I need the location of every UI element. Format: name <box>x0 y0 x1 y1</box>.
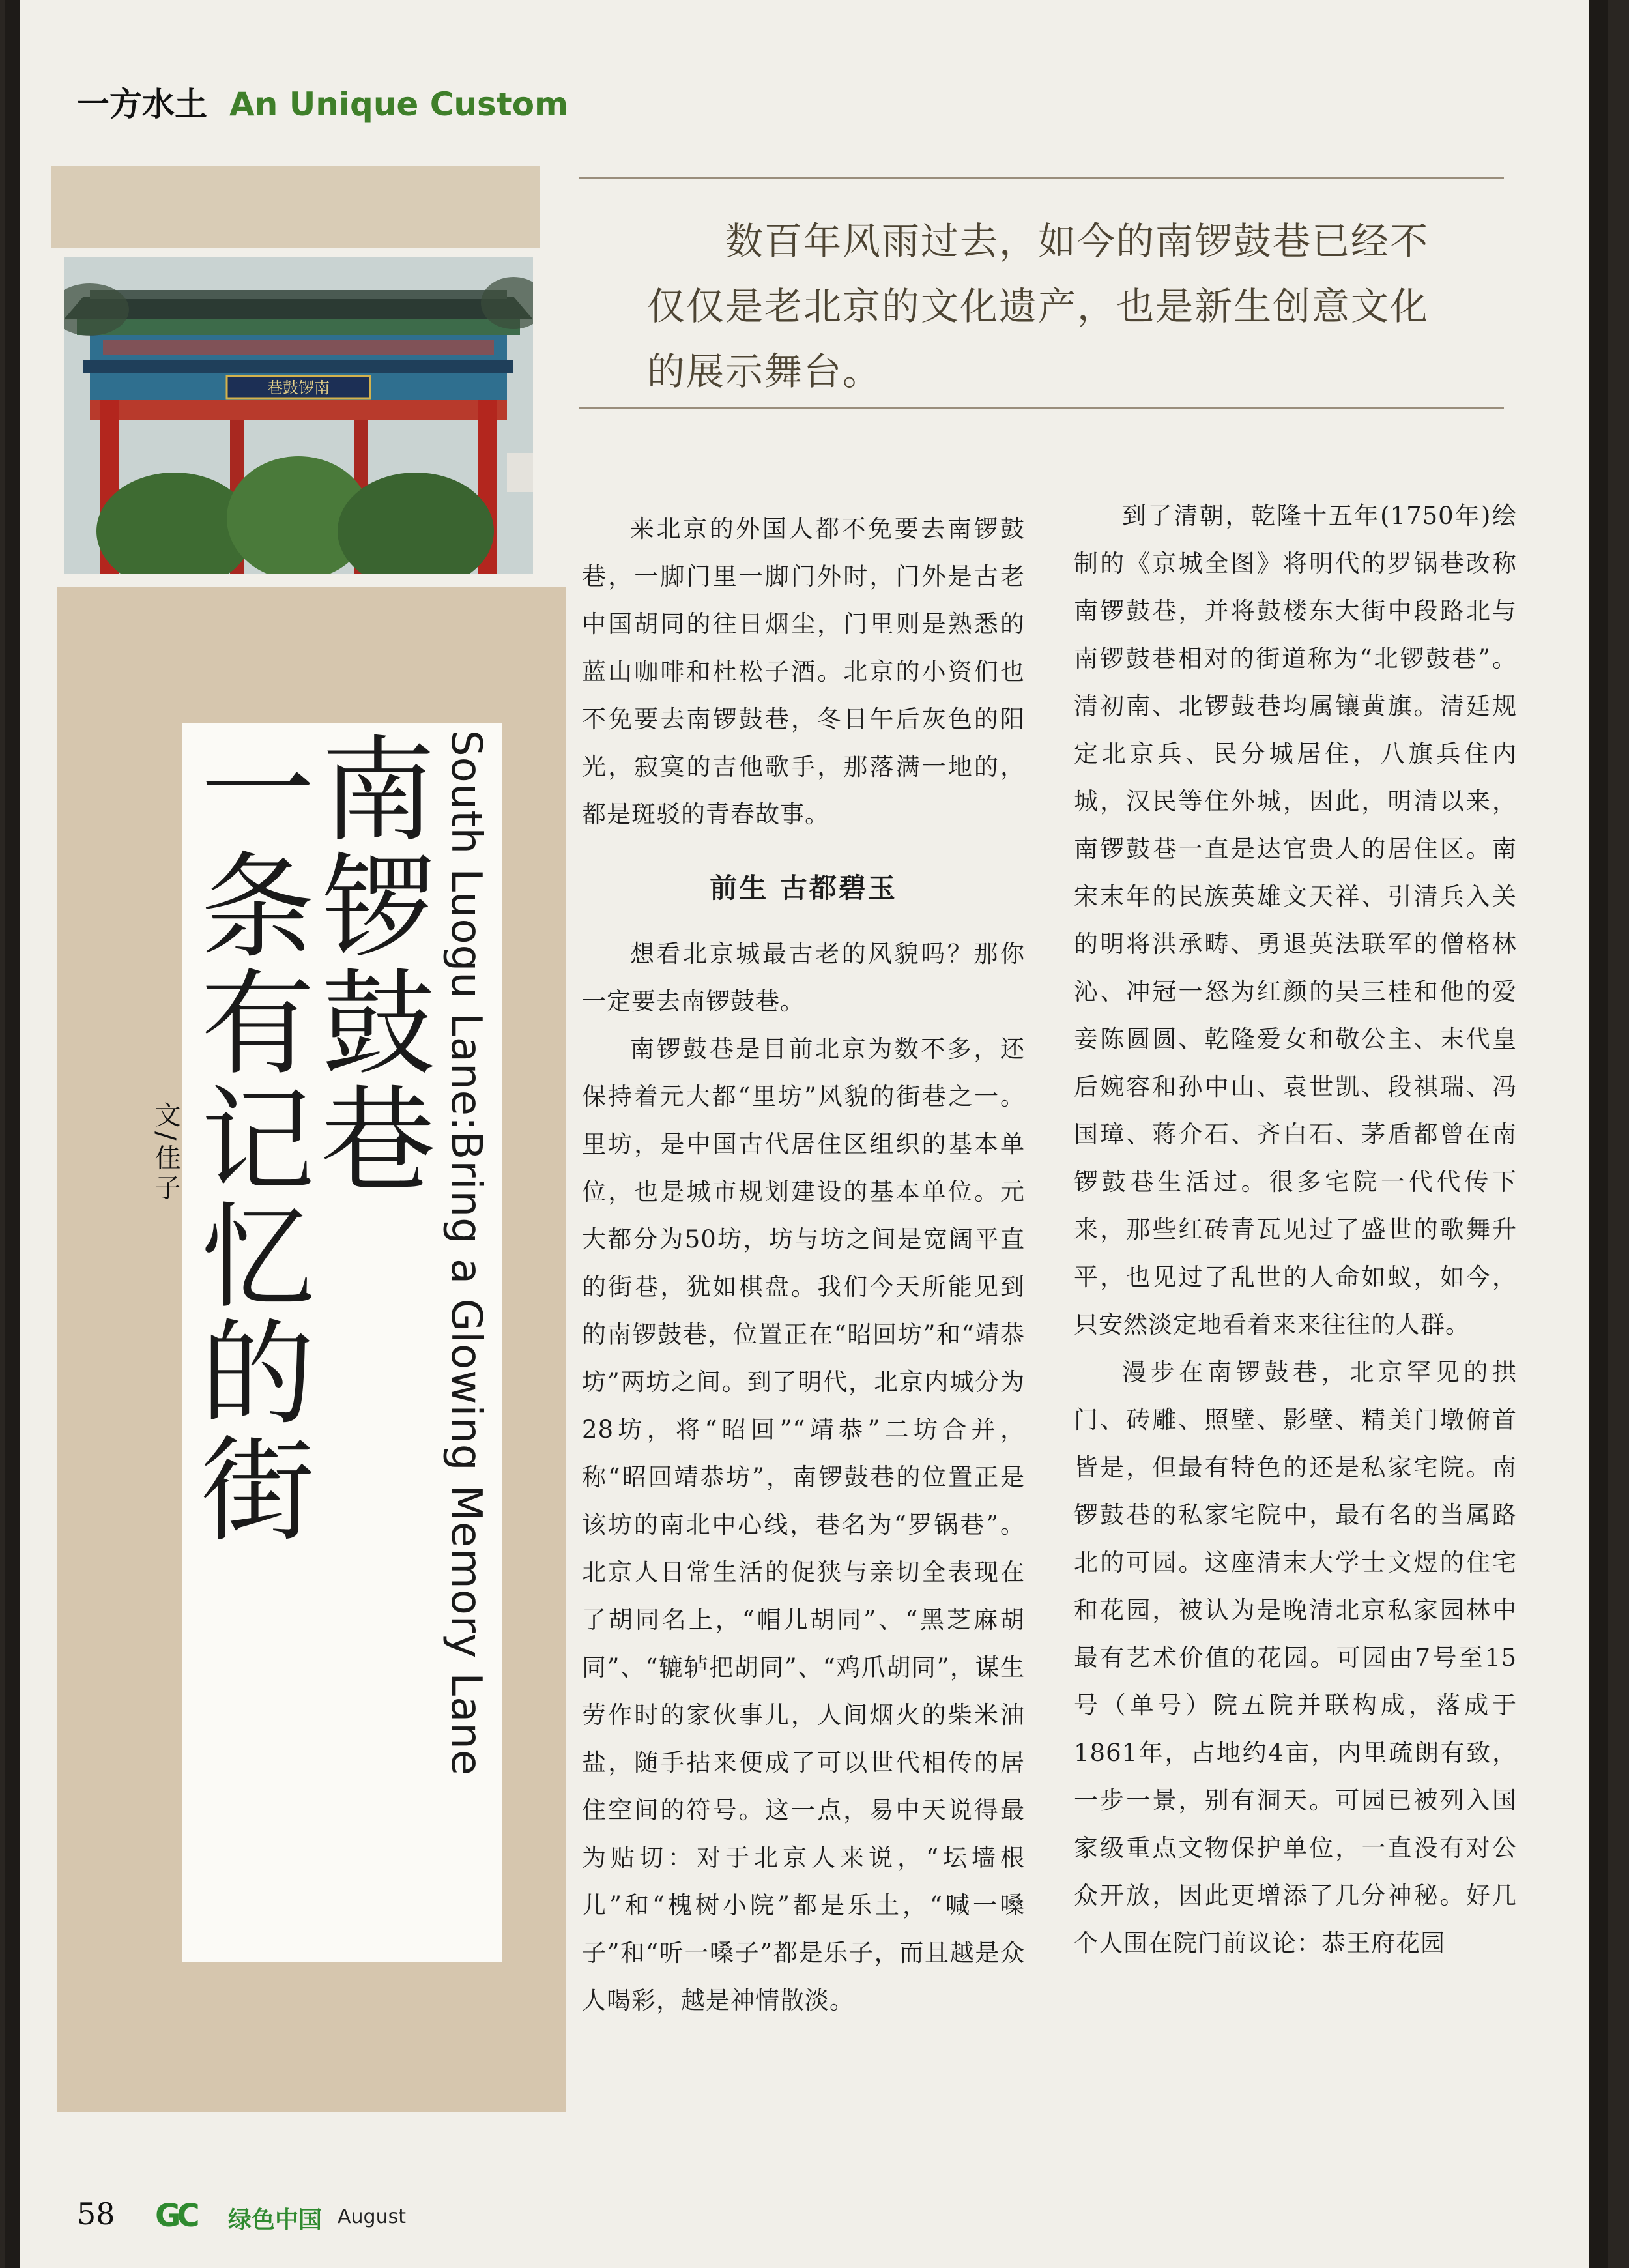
paragraph: 漫步在南锣鼓巷，北京罕见的拱门、砖雕、照壁、影壁、精美门墩俯首皆是，但最有特色的还是私家宅院。南锣鼓巷的私家宅院中，最有名的当属路北的可园。这座清末大学士文煜的住宅和花园，被认为是晚清北京私家园林中最有艺术价值的花园。可园由7号至15号（单号）院五院并联构成，落成于1861年，占地约4亩，内里疏朗有致，一步一景，别有洞天。可园已被列入国家级重点文物保护单位，一直没有对公众开放，因此更增添了几分神秘。好几个人围在院门前议论：恭王府花园 <box>1074 1358 1517 1957</box>
section-label-en: An Unique Custom <box>229 85 569 123</box>
issue-month: August <box>338 2205 406 2228</box>
section-label <box>77 78 568 125</box>
title-line-2: 一条有记忆的街 <box>182 730 314 1547</box>
magazine-logo-icon: GC <box>155 2198 196 2234</box>
intro-rule-top <box>579 177 1504 179</box>
intro-rule-bottom <box>579 407 1504 409</box>
gate-photo <box>64 257 533 574</box>
page-number: 58 <box>77 2196 115 2232</box>
section-label-cn: 一方水土 <box>77 85 207 123</box>
title-english: South Luogu Lane:Bring a Glowing Memory Lane <box>442 730 490 1777</box>
page-edge-right <box>1589 0 1608 2268</box>
paifang-gate-image <box>64 257 533 574</box>
subheading: 前生 古都碧玉 <box>710 872 897 904</box>
gate-plaque-text: 巷鼓锣南 <box>267 379 330 397</box>
magazine-page <box>5 0 1608 2268</box>
page-edge-left <box>5 0 20 2268</box>
article-column-1 <box>582 505 1025 2024</box>
magazine-name: 绿色中国 <box>228 2207 323 2233</box>
decor-band-top <box>51 166 540 248</box>
paragraph: 南锣鼓巷是目前北京为数不多，还保持着元大都“里坊”风貌的街巷之一。里坊，是中国古代居住区组织的基本单位，也是城市规划建设的基本单位。元大都分为50坊，坊与坊之间是宽阔平直的街巷，犹如棋盘。我们今天所能见到的南锣鼓巷，位置正在“昭回坊”和“靖恭坊”两坊之间。到了明代，北京内城分为28坊，将“昭回”“靖恭”二坊合并，称“昭回靖恭坊”，南锣鼓巷的位置正是该坊的南北中心线，巷名为“罗锅巷”。北京人日常生活的促狭与亲切全表现在了胡同名上，“帽儿胡同”、“黑芝麻胡同”、“辘轳把胡同”、“鸡爪胡同”，谋生劳作时的家伙事儿，人间烟火的柴米油盐，随手拈来便成了可以世代相传的居住空间的符号。这一点，易中天说得最为贴切：对于北京人来说，“坛墙根儿”和“槐树小院”都是乐土，“喊一嗓子”和“听一嗓子”都是乐子，而且越是众人喝彩，越是神情散淡。 <box>582 1035 1025 2014</box>
title-line-1: 南锣鼓巷 <box>302 730 435 1197</box>
paragraph: 来北京的外国人都不免要去南锣鼓巷，一脚门里一脚门外时，门外是古老中国胡同的往日烟尘，门里则是熟悉的蓝山咖啡和杜松子酒。北京的小资们也不免要去南锣鼓巷，冬日午后灰色的阳光，寂寞的吉他歌手，那落满一地的，都是斑驳的青春故事。 <box>582 515 1025 828</box>
author-byline: 文/佳子 <box>151 1101 180 1204</box>
article-column-2 <box>1074 492 1517 1967</box>
paragraph: 想看北京城最古老的风貌吗？那你一定要去南锣鼓巷。 <box>582 940 1025 1015</box>
intro-blurb: 数百年风雨过去，如今的南锣鼓巷已经不仅仅是老北京的文化遗产，也是新生创意文化的展示舞台。 <box>647 219 1430 394</box>
paragraph: 到了清朝，乾隆十五年(1750年)绘制的《京城全图》将明代的罗锅巷改称南锣鼓巷，并将鼓楼东大街中段路北与南锣鼓巷相对的街道称为“北锣鼓巷”。清初南、北锣鼓巷均属镶黄旗。清廷规定北京兵、民分城居住，八旗兵住内城，汉民等住外城，因此，明清以来，南锣鼓巷一直是达官贵人的居住区。南宋末年的民族英雄文天祥、引清兵入关的明将洪承畴、勇退英法联军的僧格林沁、冲冠一怒为红颜的吴三桂和他的爱妾陈圆圆、乾隆爱女和敬公主、末代皇后婉容和孙中山、袁世凯、段祺瑞、冯国璋、蒋介石、齐白石、茅盾都曾在南锣鼓巷生活过。很多宅院一代代传下来，那些红砖青瓦见过了盛世的歌舞升平，也见过了乱世的人命如蚁，如今，只安然淡定地看着来来往往的人群。 <box>1074 502 1517 1339</box>
